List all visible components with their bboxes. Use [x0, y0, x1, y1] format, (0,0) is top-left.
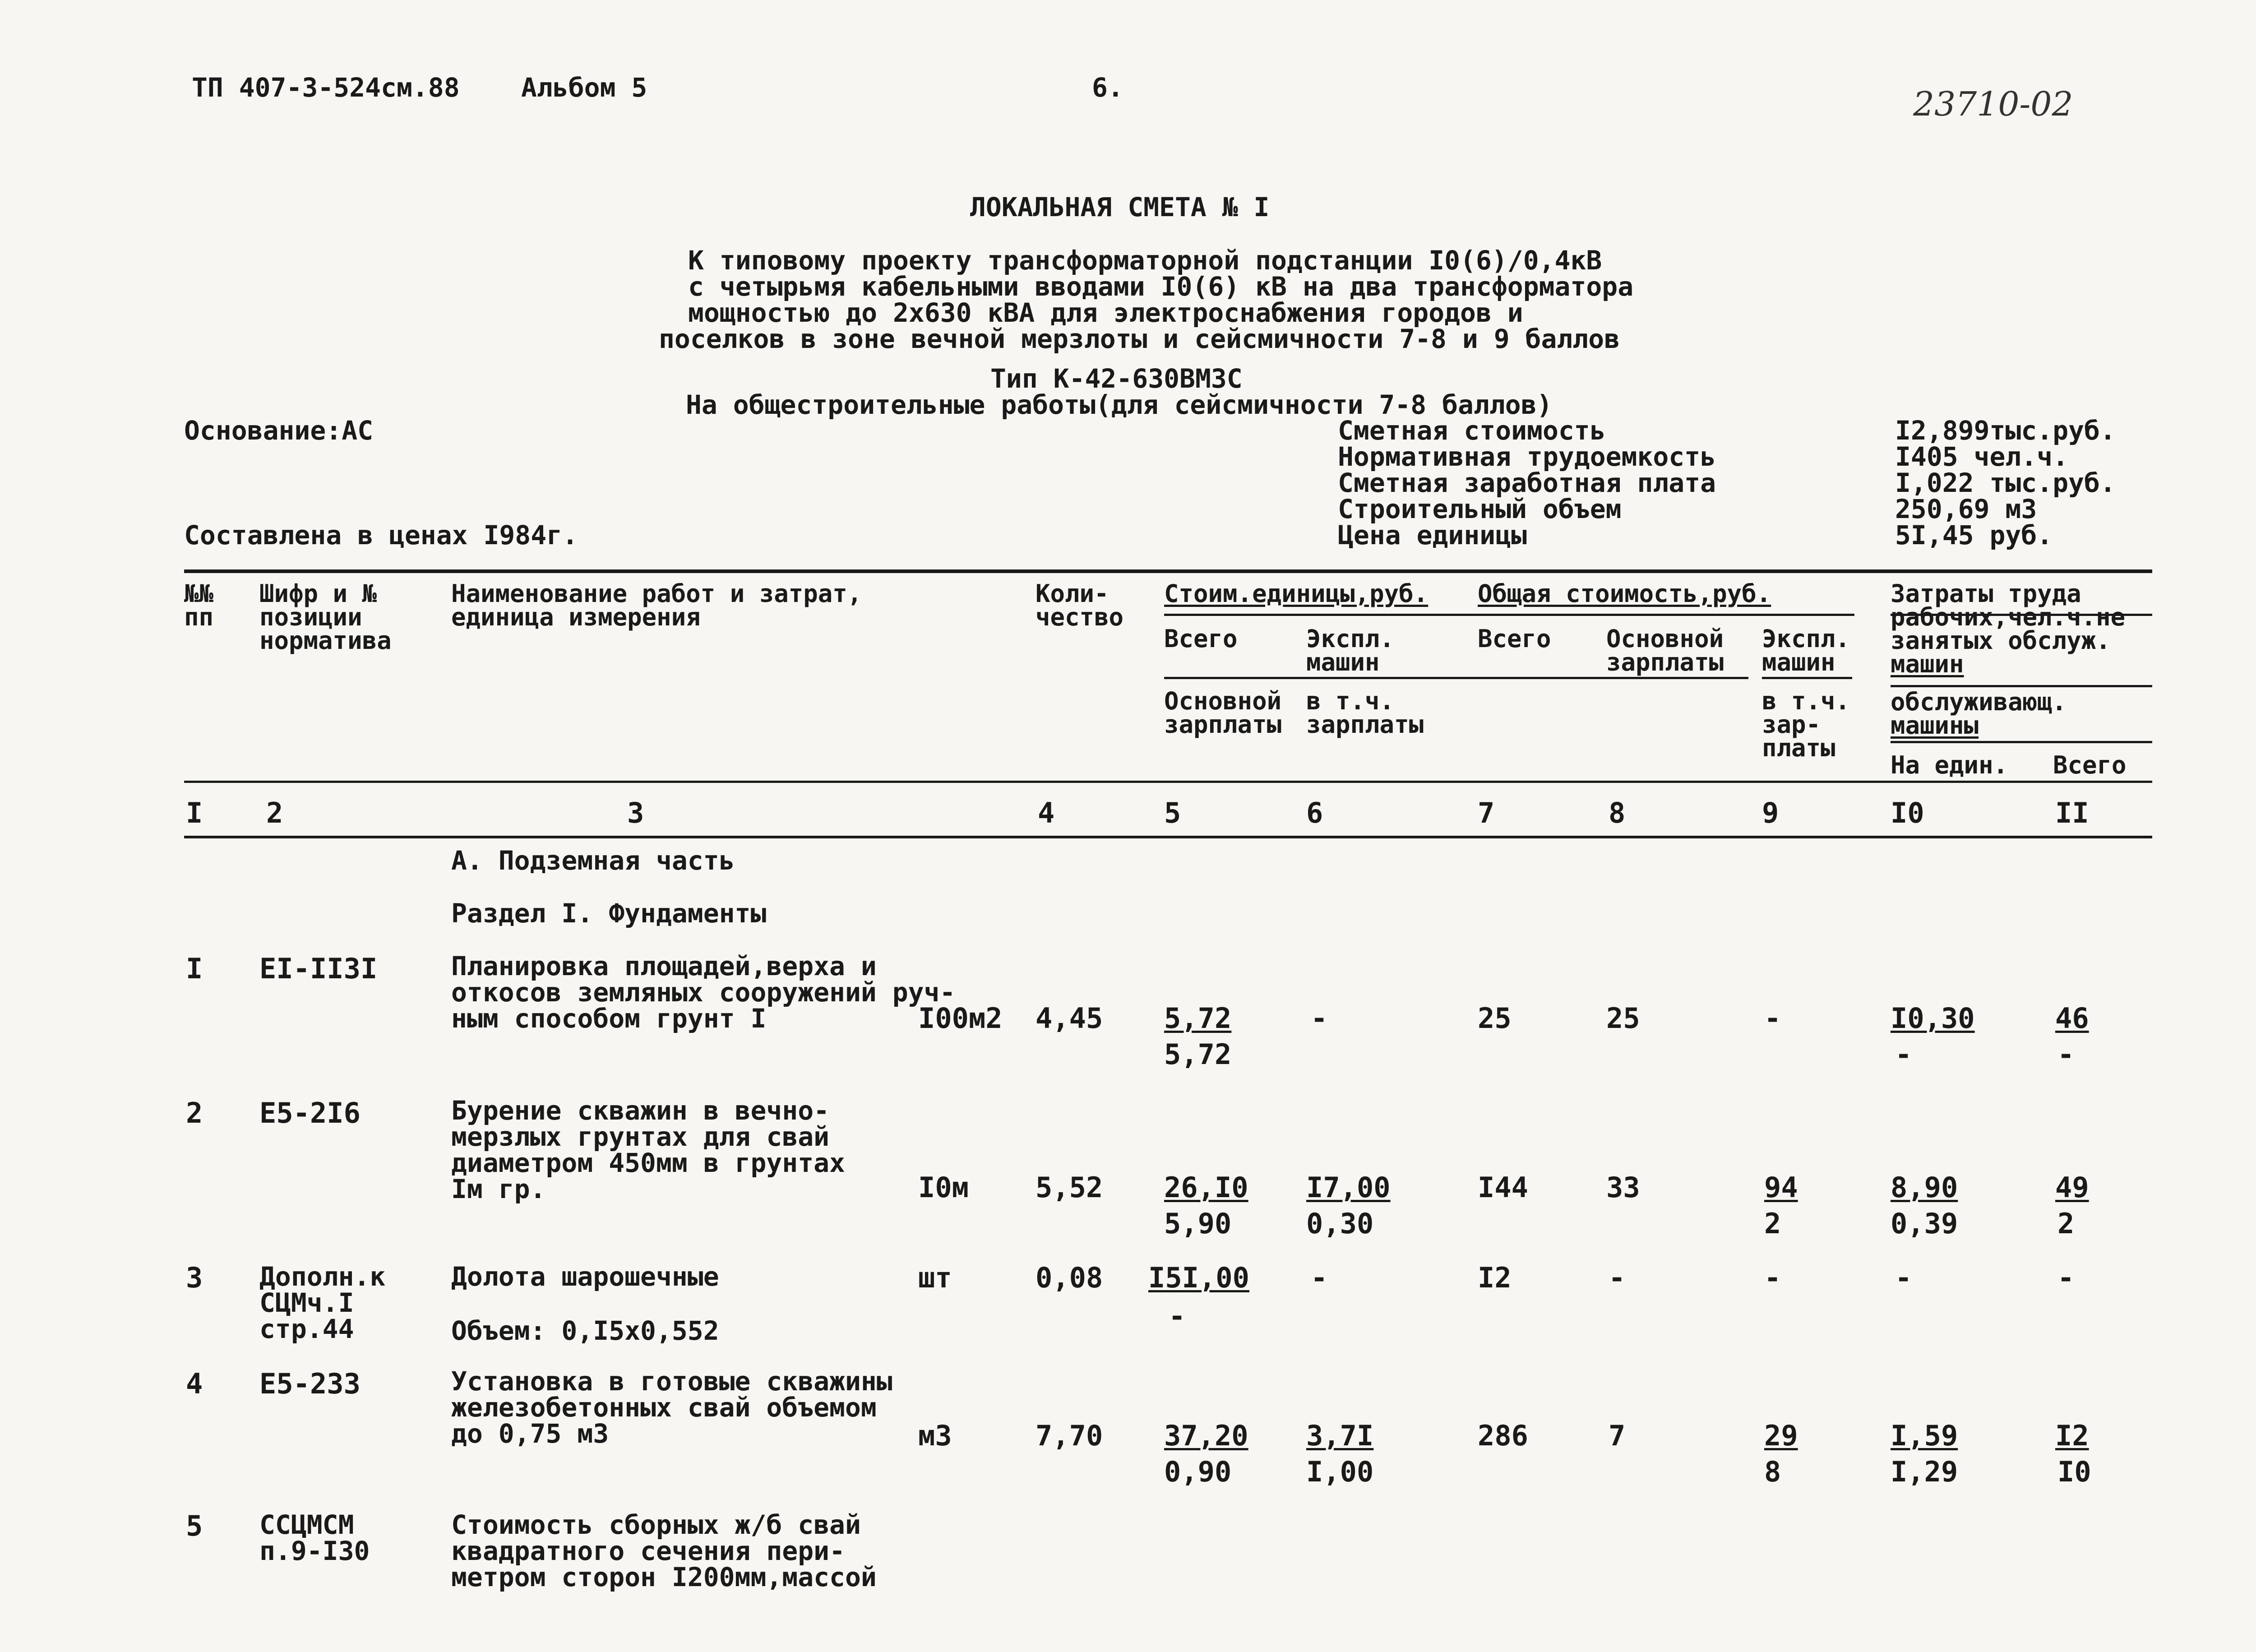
row-total-machines: - [1764, 1261, 1781, 1294]
labor-split-rule-1 [1891, 685, 2152, 687]
row-unit-wages: 5,72 [1164, 1038, 1232, 1071]
row-code: ССЦМСМ п.9-I30 [259, 1509, 370, 1566]
row-total-machines: 29 [1764, 1419, 1798, 1452]
summary-labels [1338, 415, 1716, 551]
row-unit-machines: - [1311, 1002, 1328, 1035]
row-total: I2 [1478, 1261, 1512, 1294]
col-number: 2 [266, 796, 283, 829]
row-labor-total: 49 [2055, 1171, 2089, 1204]
title-line-1: К типовому проекту трансформаторной подстанции I0(6)/0,4кВ [688, 245, 1602, 276]
row-name: Установка в готовые скважины железобетонных свай объемом до 0,75 м3 [451, 1366, 892, 1449]
summary-label: Цена единицы [1338, 520, 1527, 551]
summary-value: I,022 тыс.руб. [1895, 467, 2116, 498]
row-code: Дополн.к СЦМч.I стр.44 [259, 1261, 386, 1344]
row-volume-note: Объем: 0,I5х0,552 [451, 1315, 719, 1346]
row-labor-total: 46 [2055, 1002, 2089, 1035]
row-number: I [186, 952, 203, 985]
col-number: 6 [1306, 796, 1323, 829]
row-total-wages: 7 [1609, 1419, 1626, 1452]
document-code: ТП 407-3-524см.88 [192, 72, 460, 103]
row-labor-per-unit-machines: 0,39 [1891, 1207, 1958, 1240]
col-number: 4 [1038, 796, 1055, 829]
estimate-title: ЛОКАЛЬНАЯ СМЕТА № I [970, 192, 1270, 222]
row-labor-total: - [2057, 1261, 2075, 1294]
machine-split-rule [1762, 677, 1852, 679]
summary-label: Сметная заработная плата [1338, 467, 1716, 498]
summary-value: 250,69 м3 [1895, 494, 2037, 524]
col-header-number: №№ пп [184, 579, 214, 631]
col-header-labor-total: Всего [2053, 751, 2127, 779]
row-number: 3 [186, 1261, 203, 1294]
col-header-unit-wages: Основной зарплаты [1164, 687, 1282, 739]
row-labor-per-unit: I,59 [1891, 1419, 1958, 1452]
col-header-total-cost: Общая стоимость,руб. [1478, 579, 1771, 608]
row-unit: I00м2 [918, 1002, 1003, 1035]
summary-values [1895, 415, 2116, 551]
row-number: 4 [186, 1367, 203, 1400]
col-header-unit-machines: Экспл. машин [1306, 625, 1395, 676]
col-number: 9 [1762, 796, 1779, 829]
row-total-wages: 25 [1606, 1002, 1640, 1035]
col-number: 7 [1478, 796, 1495, 829]
row-labor-total-machines: I0 [2057, 1455, 2091, 1488]
price-base-label: Составлена в ценах I984г. [184, 520, 578, 551]
project-type: Тип К-42-630ВМЗС [990, 363, 1243, 394]
handwritten-number: 23710-02 [1913, 85, 2073, 124]
row-quantity: 4,45 [1036, 1002, 1103, 1035]
row-total: I44 [1478, 1171, 1528, 1204]
row-unit-machine-wages: I,00 [1306, 1455, 1374, 1488]
row-number: 5 [186, 1509, 203, 1542]
row-quantity: 5,52 [1036, 1171, 1103, 1204]
col-header-unit-cost: Стоим.единицы,руб. [1164, 579, 1428, 608]
col-number: 5 [1164, 796, 1181, 829]
summary-value: I2,899тыс.руб. [1895, 415, 2116, 446]
row-unit: м3 [918, 1419, 952, 1452]
col-header-total: Всего [1478, 625, 1551, 653]
title-line-2: с четырьмя кабельными вводами I0(6) кВ на два трансформатора [688, 271, 1634, 302]
album-label: Альбом 5 [521, 72, 647, 103]
row-labor-per-unit: 8,90 [1891, 1171, 1958, 1204]
col-header-code: Шифр и № позиции норматива [259, 579, 392, 655]
labor-split-rule-2 [1891, 741, 2152, 743]
col-header-quantity: Коли- чество [1036, 579, 1124, 631]
row-name: Стоимость сборных ж/б свай квадратного сечения пери- метром сторон I200мм,массой [451, 1509, 877, 1592]
summary-value: 5I,45 руб. [1895, 520, 2053, 551]
col-header-unit-total: Всего [1164, 625, 1238, 653]
col-header-labor-machines: машин [1891, 650, 1964, 678]
row-unit-machines: - [1311, 1261, 1328, 1294]
title-line-3: мощностью до 2х630 кВА для электроснабжения городов и [688, 297, 1523, 328]
row-labor-per-unit-machines: I,29 [1891, 1455, 1958, 1488]
col-header-total-machine-wages: в т.ч. зар- платы [1762, 687, 1850, 762]
row-unit-total: 26,I0 [1164, 1171, 1248, 1204]
row-total-machines: - [1764, 1002, 1781, 1035]
col-number: II [2055, 796, 2089, 829]
row-unit-wages: - [1169, 1300, 1186, 1333]
row-unit-total: I5I,00 [1148, 1261, 1249, 1294]
row-total-machine-wages: 2 [1764, 1207, 1781, 1240]
cost-group-rule [1164, 614, 1854, 616]
row-total: 286 [1478, 1419, 1528, 1452]
col-header-total-machines: Экспл. машин [1762, 625, 1850, 676]
row-number: 2 [186, 1097, 203, 1129]
row-labor-per-unit-machines: - [1895, 1038, 1912, 1071]
summary-value: I405 чел.ч. [1895, 441, 2069, 472]
row-total-machines: 94 [1764, 1171, 1798, 1204]
summary-label: Строительный объем [1338, 494, 1622, 524]
col-number: 3 [627, 796, 644, 829]
row-name: Планировка площадей,верха и откосов земляных сооружений руч- ным способом грунт I [451, 951, 956, 1034]
summary-label: Сметная стоимость [1338, 415, 1606, 446]
row-labor-per-unit: I0,30 [1891, 1002, 1975, 1035]
row-name: Долота шарошечные [451, 1261, 719, 1292]
column-number-rule [184, 836, 2152, 838]
row-quantity: 0,08 [1036, 1261, 1103, 1294]
col-header-labor: Затраты труда рабочих,чел.ч.не занятых обслуж. [1891, 579, 2126, 655]
col-header-labor-serving: обслуживающ. [1891, 688, 2067, 716]
row-code: ЕI-II3I [259, 952, 378, 985]
row-total-wages: - [1609, 1261, 1626, 1294]
section-foundations: Раздел I. Фундаменты [451, 898, 767, 929]
row-total: 25 [1478, 1002, 1512, 1035]
row-unit-wages: 5,90 [1164, 1207, 1232, 1240]
col-header-unit-machine-wages: в т.ч. зарплаты [1306, 687, 1424, 739]
col-header-labor-machine: машины [1891, 711, 1979, 740]
unit-cost-split-rule [1164, 677, 1748, 679]
basis-label: Основание:АС [184, 415, 374, 446]
row-total-wages: 33 [1606, 1171, 1640, 1204]
row-code: Е5-2I6 [259, 1097, 361, 1129]
summary-label: Нормативная трудоемкость [1338, 441, 1716, 472]
header-bottom-rule [184, 781, 2152, 783]
row-unit-total: 5,72 [1164, 1002, 1232, 1035]
row-total-machine-wages: 8 [1764, 1455, 1781, 1488]
section-underground: А. Подземная часть [451, 845, 735, 876]
row-unit-wages: 0,90 [1164, 1455, 1232, 1488]
page-number: 6. [1092, 72, 1123, 103]
row-unit: I0м [918, 1171, 969, 1204]
col-number: 8 [1609, 796, 1626, 829]
row-labor-total: I2 [2055, 1419, 2089, 1452]
table-top-rule [184, 569, 2152, 573]
row-labor-total-machines: 2 [2057, 1207, 2075, 1240]
work-scope: На общестроительные работы(для сейсмичности 7-8 баллов) [686, 389, 1553, 420]
col-header-name: Наименование работ и затрат, единица измерения [451, 579, 862, 631]
row-unit-machine-wages: 0,30 [1306, 1207, 1374, 1240]
col-header-total-wages: Основной зарплаты [1606, 625, 1724, 676]
row-unit-machines: I7,00 [1306, 1171, 1391, 1204]
row-unit-total: 37,20 [1164, 1419, 1248, 1452]
row-quantity: 7,70 [1036, 1419, 1103, 1452]
col-number: I0 [1891, 796, 1924, 829]
row-unit-machines: 3,7I [1306, 1419, 1374, 1452]
row-name: Бурение скважин в вечно- мерзлых грунтах для свай диаметром 450мм в грунтах Iм гр. [451, 1095, 845, 1204]
title-line-4: поселков в зоне вечной мерзлоты и сейсмичности 7-8 и 9 баллов [659, 324, 1620, 354]
row-code: Е5-233 [259, 1367, 361, 1400]
col-number: I [186, 796, 203, 829]
row-labor-total-machines: - [2057, 1038, 2075, 1071]
row-unit: шт [918, 1261, 952, 1294]
col-header-per-unit: На един. [1891, 751, 2008, 779]
row-labor-per-unit: - [1895, 1261, 1912, 1294]
